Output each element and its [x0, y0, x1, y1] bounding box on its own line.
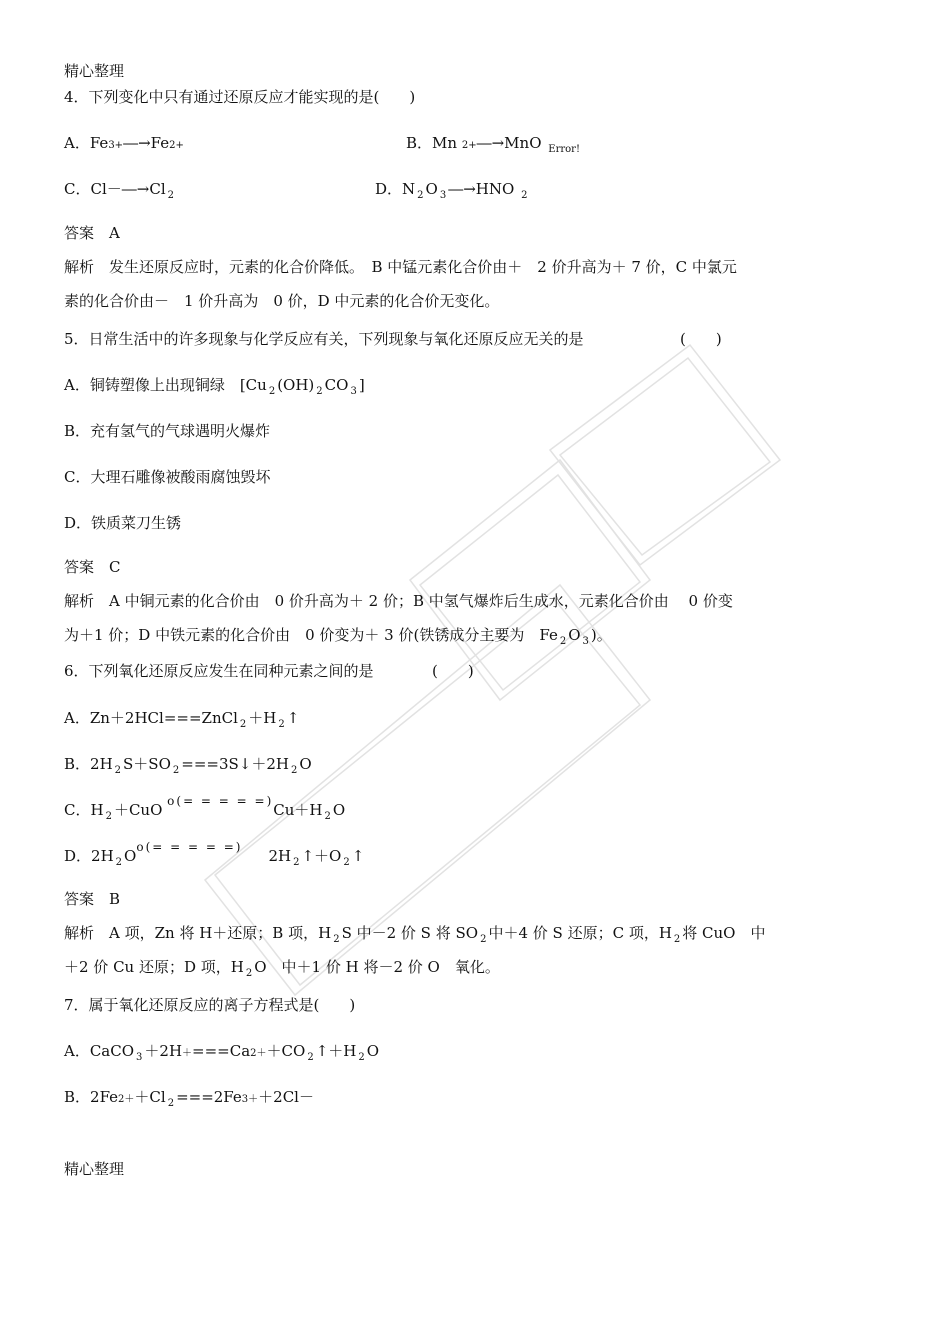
- q4-explanation-line-1: 解析 发生还原反应时，元素的化合价降低。 B 中锰元素化合价由＋ 2 价升高为＋ 7 价，C 中氯元: [64, 258, 737, 276]
- q6-answer-paren: ( ): [432, 662, 474, 680]
- q6-answer: 答案 B: [64, 890, 121, 908]
- q4-answer: 答案 A: [64, 224, 120, 242]
- q4-option-a: A．Fe3+―→Fe2+: [64, 134, 184, 152]
- q4-option-b: B．Mn 2+―→MnO $_{Error!}$: [406, 134, 580, 155]
- question-5-stem: 5．日常生活中的许多现象与化学反应有关，下列现象与氧化还原反应无关的是: [64, 330, 584, 348]
- q5-answer-paren: ( ): [680, 330, 722, 348]
- q7-option-a: A．CaCO $_3$ ＋2H＋===Ca2＋＋CO $_2$ ↑＋H $_2$ O: [64, 1042, 380, 1063]
- q5-option-a: A．铜铸塑像上出现铜绿 [Cu $_2$ (OH) $_2$ CO $_3$ ]: [64, 376, 365, 397]
- question-6-stem: 6．下列氧化还原反应发生在同种元素之间的是: [64, 662, 374, 680]
- q5-option-c: C．大理石雕像被酸雨腐蚀毁坏: [64, 468, 271, 486]
- q6-option-d: D．2H $_2$ $O^{o(= = = = =)}$ 2H $_2$ ↑＋O $_2$ ↑: [64, 840, 365, 868]
- q5-option-d: D．铁质菜刀生锈: [64, 514, 182, 532]
- q6-option-a: A．Zn＋2HCl===ZnCl $_2$ ＋H $_2$ ↑: [64, 709, 300, 730]
- page-header: 精心整理: [64, 62, 125, 80]
- q6-option-b: B．2H $_2$ S＋SO $_2$ ===3S↓＋2H $_2$ O: [64, 755, 312, 776]
- q6-option-c: C．H $_2$ ＋CuO $^{o(= = = = =)}$Cu＋H $_2$ O: [64, 794, 346, 822]
- q7-option-b: B．2Fe2＋＋Cl $_2$ ===2Fe3＋＋2Cl－: [64, 1088, 314, 1109]
- q4-option-d: D．N $_2$ O $_3$ ―→HNO $_2$: [375, 180, 528, 201]
- q5-option-b: B．充有氢气的气球遇明火爆炸: [64, 422, 271, 440]
- q5-explanation-line-1: 解析 A 中铜元素的化合价由 0 价升高为＋ 2 价；B 中氢气爆炸后生成水，元素化合价由 0 价变: [64, 592, 733, 610]
- q5-explanation-line-2: 为＋1 价；D 中铁元素的化合价由 0 价变为＋ 3 价(铁锈成分主要为 Fe $_2$ O $_3$ )。: [64, 626, 612, 647]
- q4-option-c: C．Cl－―→Cl $_2$: [64, 180, 175, 201]
- q6-explanation-line-1: 解析 A 项，Zn 将 H＋还原；B 项，H $_2$ S 中－2 价 S 将 SO $_2$ 中＋4 价 S 还原；C 项，H $_2$ 将 CuO 中: [64, 924, 766, 945]
- question-7-stem: 7．属于氧化还原反应的离子方程式是( ): [64, 996, 356, 1014]
- q5-answer: 答案 C: [64, 558, 121, 576]
- q6-explanation-line-2: ＋2 价 Cu 还原；D 项，H $_2$ O 中＋1 价 H 将－2 价 O 氧化。: [64, 958, 500, 979]
- q4-explanation-line-2: 素的化合价由－ 1 价升高为 0 价，D 中元素的化合价无变化。: [64, 292, 500, 310]
- page-footer: 精心整理: [64, 1160, 125, 1178]
- question-4-stem: 4．下列变化中只有通过还原反应才能实现的是( ): [64, 88, 416, 106]
